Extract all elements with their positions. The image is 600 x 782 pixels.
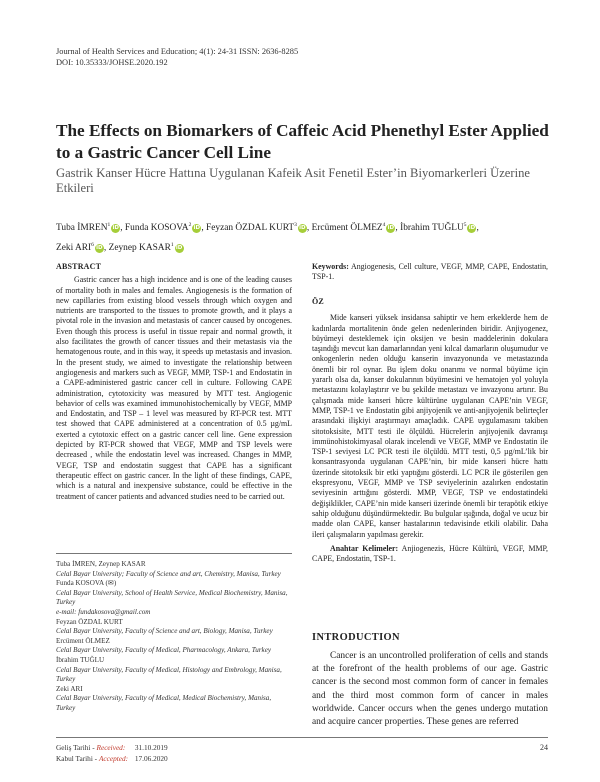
affiliation-name: Feyzan ÖZDAL KURT (56, 617, 123, 626)
article-subtitle-turkish: Gastrik Kanser Hücre Hattına Uygulanan Kafeik Asit Fenetil Ester’in Biyomarkerleri Üzerine Etkileri (56, 166, 530, 195)
affiliation-institution: Celal Bayar University, Faculty of Medical, Histology and Embrology, Manisa, Turkey (56, 665, 282, 684)
doi[interactable]: DOI: 10.35333/JOHSE.2020.192 (56, 58, 168, 67)
affiliation-institution: Celal Bayar University; Faculty of Science and art, Chemistry, Manisa, Turkey (56, 569, 281, 578)
journal-header (56, 46, 298, 68)
author: İbrahim TUĞLU$^5$ iD (400, 222, 476, 233)
orcid-icon[interactable]: iD (193, 225, 201, 231)
affiliations (56, 560, 292, 714)
submission-dates (56, 743, 168, 764)
received-date-row: Geliş Tarihi - Received: 31.10.2019 (56, 743, 168, 752)
affiliation-institution: Celal Bayar University, Faculty of Science and art, Biology, Manisa, Turkey (56, 627, 273, 636)
affiliation-name: İbrahim TUĞLU (56, 655, 105, 664)
author: Ercüment ÖLMEZ$^4$ iD (311, 222, 395, 233)
orcid-icon[interactable]: iD (112, 225, 119, 231)
anahtar-text: Anjiogenezis, Hücre Kültürü, VEGF, MMP, CAPE, Endostatin, TSP-1. (312, 543, 548, 564)
oz-heading: ÖZ (312, 297, 324, 306)
orcid-icon[interactable]: iD (468, 225, 476, 231)
introduction-text: Cancer is an uncontrolled proliferation of cells and stands at the forefront of the health problems of our age. Gastric cancer is the second most common form of cancer in females and the third most common form of cancer in males worldwide. Cancer occurs when the genes undergo mutation and acquire cancer properties. These genes are referred (312, 651, 548, 728)
affiliation-name: Ercüment ÖLMEZ (56, 636, 110, 645)
author: Funda KOSOVA$^2$ iD (124, 222, 201, 233)
page-number: 24 (540, 743, 548, 752)
abstract-section (56, 262, 292, 502)
orcid-icon[interactable]: iD (299, 225, 306, 231)
introduction-heading: INTRODUCTION (312, 632, 400, 643)
keywords-text: Angiogenesis, Cell culture, VEGF, MMP, CAPE, Endostatin, TSP-1. (312, 262, 548, 282)
anahtar-label: Anahtar Kelimeler: (330, 543, 399, 553)
accepted-date-row: Kabul Tarihi - Accepted: 17.06.2020 (56, 753, 168, 763)
affiliation-name: Funda KOSOVA (✉) (56, 579, 117, 588)
author: Zeki ARI$^6$ iD (56, 242, 103, 253)
author: Zeynep KASAR$^1$ iD (108, 242, 183, 253)
oz-section (312, 297, 548, 564)
oz-text: Mide kanseri yüksek insidansa sahiptir ve hem erkeklerde hem de kadınlarda mortalitenin önde gelen nedenlerinden biridir. Anjiyogenez, büyümeyi desteklemek için oksijen ve besin maddelerinin dokulara taşındığı mevcut kan damarlarından yeni kılcal damarların oluşumudur ve onkogenlerin neden olduğu kanserin invazyonunda ve metastazında önemli bir rol oynar. Bu işlem doku onarımı ve normal büyüme için yararlı olsa da, kanser dokularının büyümesini ve hematojen yol yoluyla metastazını kolaylaştırır ve bu şekilde metastazı ve invazyonu artırır. Bu çalışmada mide kanseri hücre kültürüne uygulanan CAPE’nin VEGF, MMP, TSP-1 ve Endostatin gibi anjiyojenik ve anti-anjiyojenik belirteçler arasındaki ilişkiyi araştırmayı amaçladık. CAPE uygulamasını takiben sitotoksisite, MTT testi ile ölçüldü. Hücrelerin anjiyojenik davranışı immünohistokimyasal olarak incelendi ve VEGF, MMP ve Endostatin ile TSP-1 seviyesi LC PCR testi ile ölçüldü. MTT testi, 0,5 µg/mL’lik bir konsantrasyonda uygulanan CAPE’nin, bir mide kanseri hücre hattı üzerinde sitotoksik bir etki yaptığını gösterdi. LC PCR ile gösterilen gen ekspresyonu, VEGF, MMP ve TSP seviyelerinin azalırken endostatin seviyesinin arttığını gösterdi. MMP, VEGF, TSP ve endostatindeki değişiklikler, CAPE’nin mide kanseri üzerinde önemli bir terapötik etkiye sahip olduğunu düşündürmektedir. Bu bulgular ışığında, doğal ve ucuz bir madde olan CAPE, kanser hastalarının tedavisinde etkili olabilir. Daha ileri çalışmaların yapılması gerekir. (312, 313, 548, 539)
affiliation-institution: Celal Bayar University, Faculty of Medical, Pharmacology, Ankara, Turkey (56, 646, 272, 655)
journal-citation: Journal of Health Services and Education; 4(1): 24-31 ISSN: 2636-8285 (56, 47, 299, 56)
abstract-heading: ABSTRACT (56, 262, 102, 271)
keywords-label: Keywords: (312, 262, 349, 271)
affiliation-institution: Celal Bayar University, School of Health Service, Medical Biochemistry, Manisa, Turkey (56, 588, 288, 607)
footer-divider (56, 737, 548, 738)
orcid-icon[interactable]: iD (96, 245, 103, 251)
keywords-section (312, 262, 548, 283)
orcid-icon[interactable]: iD (387, 225, 395, 231)
author: Tuba İMREN$^1$ iD (56, 222, 119, 233)
abstract-text: Gastric cancer has a high incidence and is one of the leading causes of mortality both in males and females. Angiogenesis is the formation of new capillaries from existing blood vessels through which oxygen and nutrients are transported to the tissues to promote growth, and it plays a pivotal role in the invasion and metastasis of cancer caused by oncogenes. Even though this process is useful in tissue repair and normal growth, it also facilitates the growth of cancer tissues and their metastasis via the hematogenous route, and in this way, it speeds up metastasis and invasion. In the present study, we aimed to investigate the relationship between angiogenesis and markers such as VEGF, MMP, TSP-1 and Endostatin in a CAPE-administered gastric cancer cell in culture. Following CAPE administration, cytotoxicity was measured by MTT test. Angiogenic behavior of cells was examined immunohistochemically by VEGF, MMP and Endostatin, and TSP – 1 level was measured by RT-PCR test. MTT test showed that CAPE administered at a concentration of 0.5 µg/mL exerted a cytotoxic effect on a gastric cancer cell line. Gene expression depicted by RT-PCR showed that VEGF, MMP and TSP levels were decreased , while the endostatin level was increased. Changes in MMP, VEGF, TSP and endostatin suggest that CAPE has a significant therapeutic effect on gastric cancer. In the light of these findings, CAPE, which is a natural and inexpensive substance, could be effective in the treatment of cancer patients and advanced studies need to be carried out. (56, 275, 292, 501)
affiliation-email[interactable]: e-mail: fundakosova@gmail.com (56, 607, 151, 616)
affiliation-name: Tuba İMREN, Zeynep KASAR (56, 560, 146, 568)
affiliation-name: Zeki ARI (56, 684, 83, 693)
divider (56, 553, 292, 554)
affiliation-institution: Celal Bayar University, Faculty of Medical, Medical Biochemistry, Manisa, Turkey (56, 694, 272, 712)
author: Feyzan ÖZDAL KURT$^3$ iD (206, 222, 306, 233)
author-list: Tuba İMREN$^1$ iD, Funda KOSOVA$^2$ iD, Feyzan ÖZDAL KURT$^3$ iD, Ercüment ÖLMEZ$^4$ iD, İbrahim TUĞLU$^5$ iD, Zeki ARI$^6$ iD, Zeynep KASAR$^1$ iD (56, 222, 479, 253)
article-title: The Effects on Biomarkers of Caffeic Acid Phenethyl Ester Applied to a Gastric Cancer Cell Line (56, 121, 549, 162)
orcid-icon[interactable]: iD (175, 245, 183, 251)
